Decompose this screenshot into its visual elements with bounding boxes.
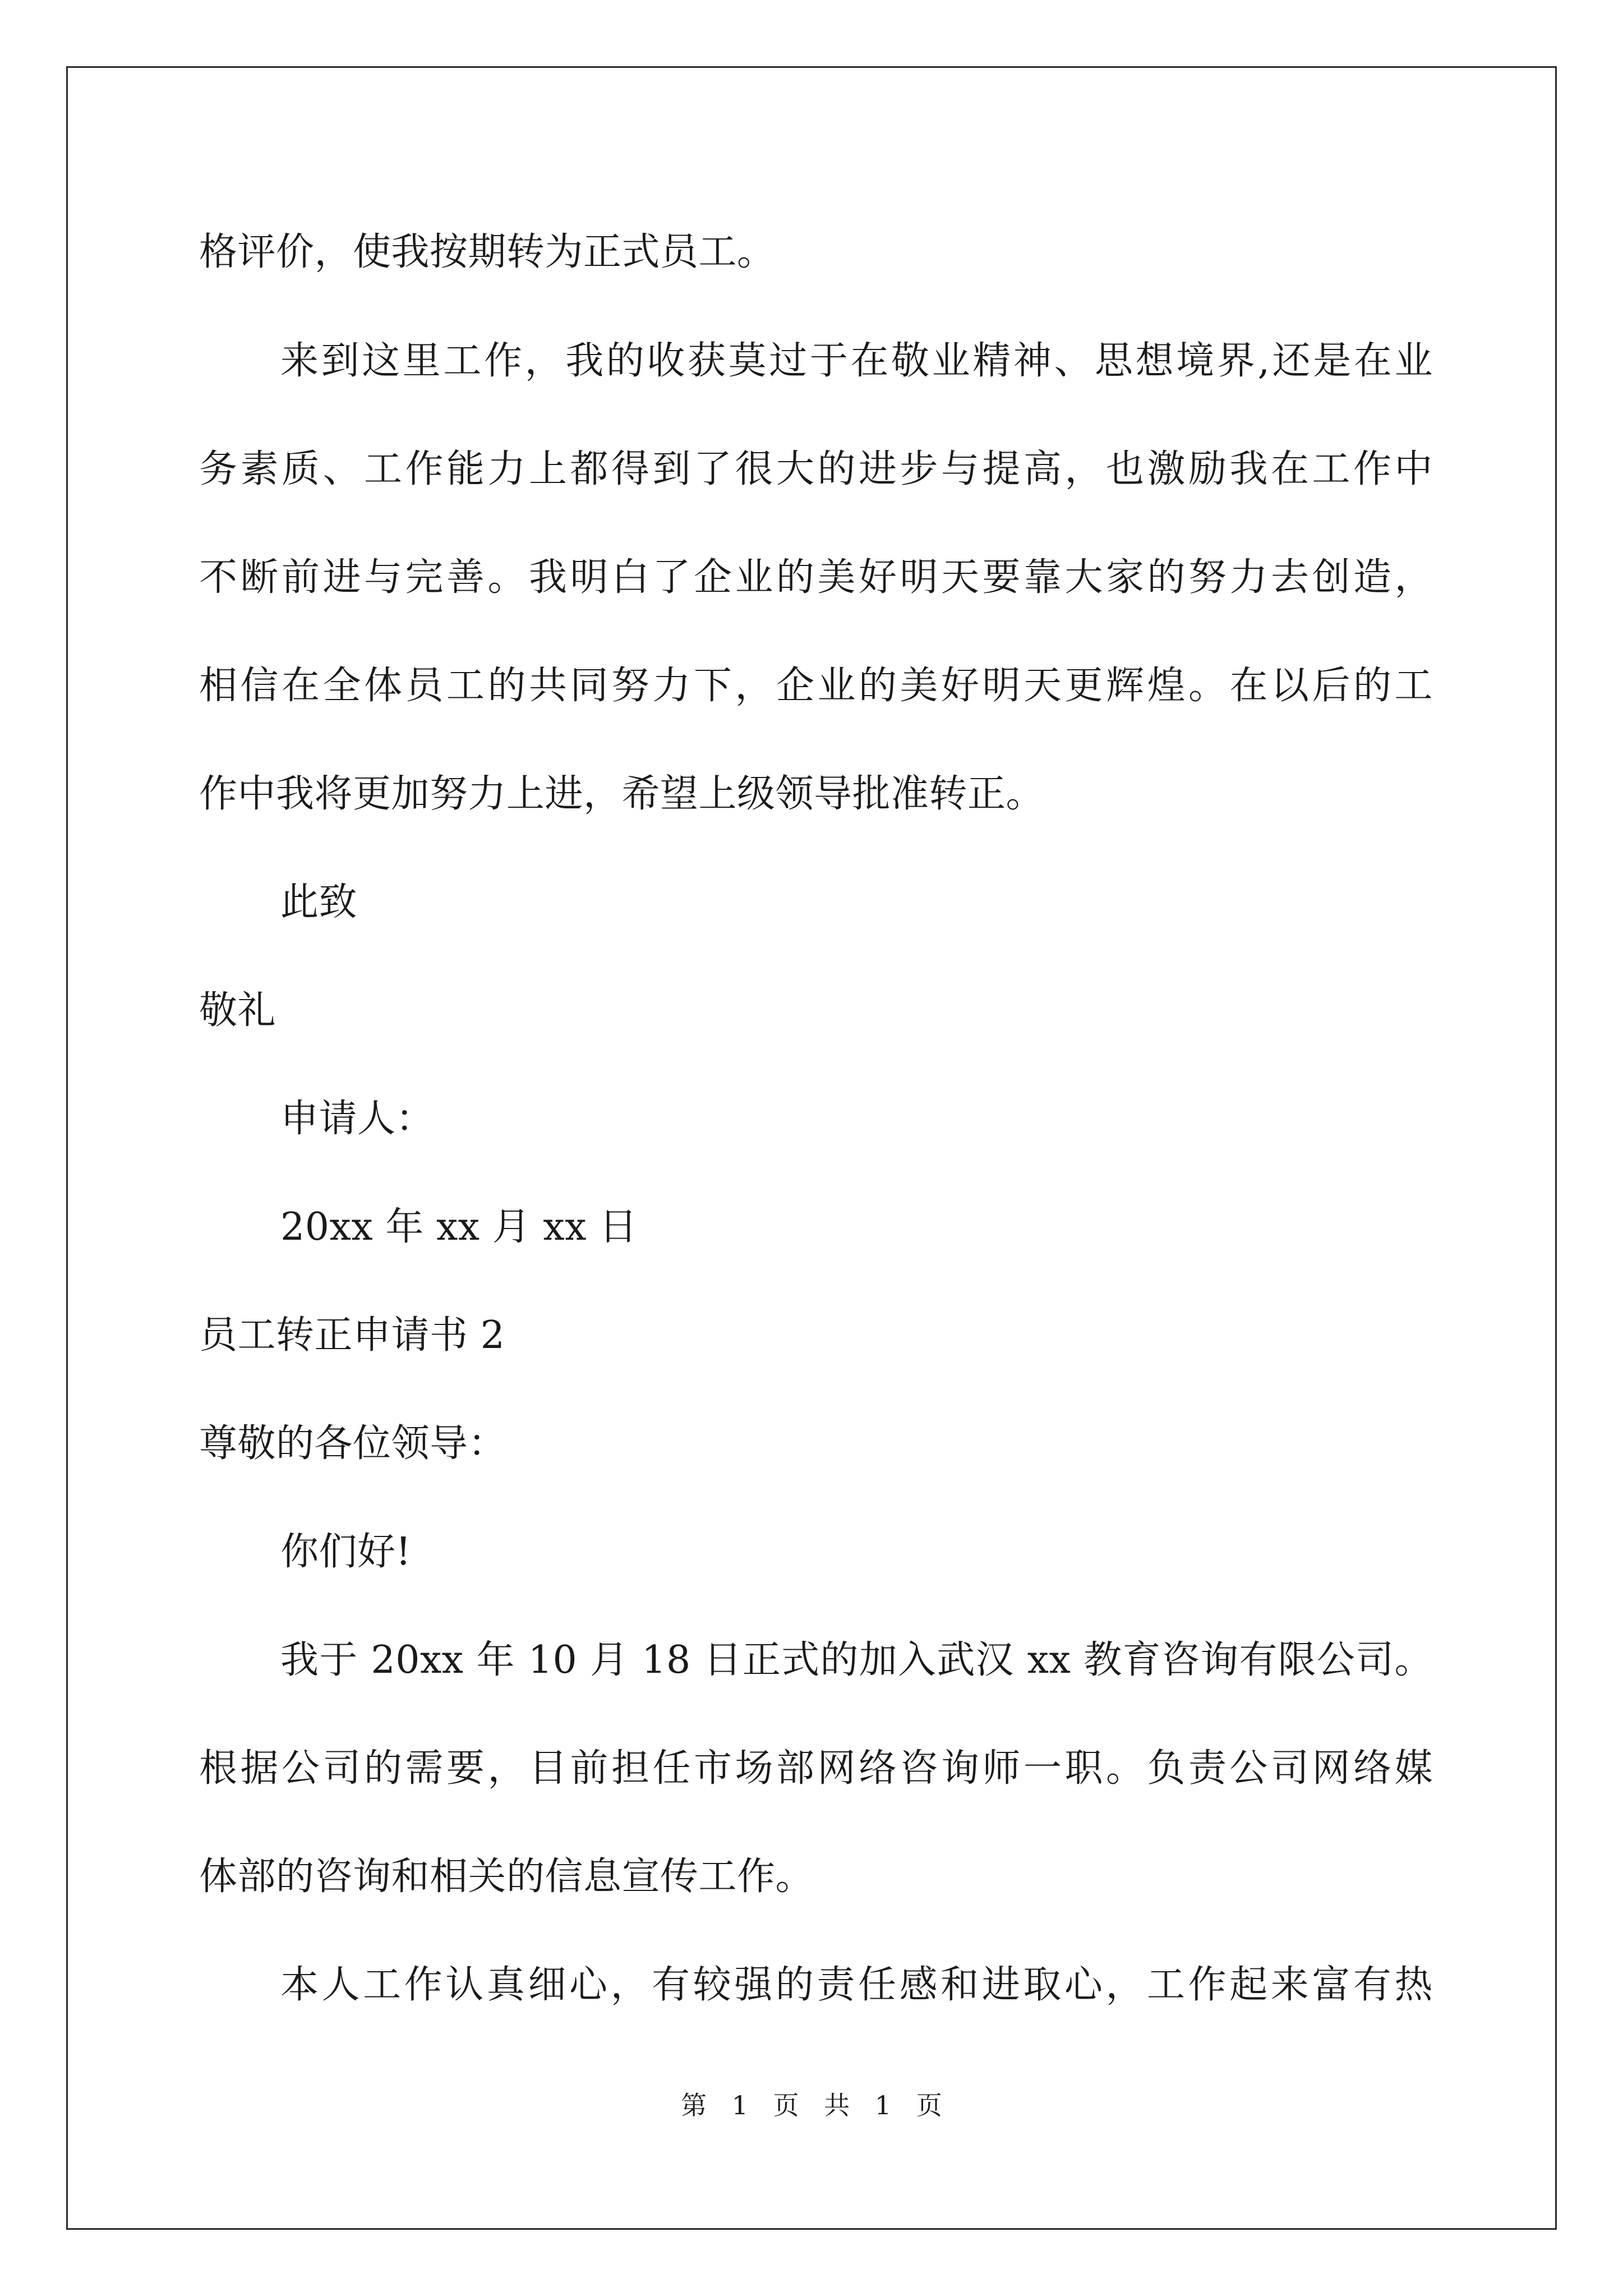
closing-regards: 敬礼 — [199, 988, 276, 1033]
greeting-hello: 你们好! — [280, 1530, 412, 1574]
paragraph-line: 本人工作认真细心，有较强的责任感和进取心，工作起来富有热 — [280, 1963, 1433, 2007]
section-title: 员工转正申请书 2 — [199, 1313, 505, 1358]
closing-salutation: 此致 — [280, 880, 358, 924]
paragraph-line: 不断前进与完善。我明白了企业的美好明天要靠大家的努力去创造， — [199, 555, 1433, 600]
paragraph-line: 来到这里工作，我的收获莫过于在敬业精神、思想境界,还是在业 — [280, 339, 1433, 383]
page-border — [66, 66, 1557, 2230]
greeting: 尊敬的各位领导： — [199, 1421, 507, 1466]
paragraph-line: 格评价，使我按期转为正式员工。 — [199, 230, 776, 274]
page-footer: 第 1 页 共 1 页 — [681, 2090, 942, 2120]
paragraph-line: 务素质、工作能力上都得到了很大的进步与提高，也激励我在工作中 — [199, 447, 1433, 491]
paragraph-line: 我于 20xx 年 10 月 18 日正式的加入武汉 xx 教育咨询有限公司。 — [280, 1638, 1433, 1682]
paragraph-line: 相信在全体员工的共同努力下，企业的美好明天更辉煌。在以后的工 — [199, 664, 1433, 708]
date-line: 20xx 年 xx 月 xx 日 — [280, 1205, 638, 1249]
paragraph-line: 根据公司的需要，目前担任市场部网络咨询师一职。负责公司网络媒 — [199, 1746, 1433, 1791]
paragraph-line: 体部的咨询和相关的信息宣传工作。 — [199, 1855, 814, 1899]
paragraph-line: 作中我将更加努力上进，希望上级领导批准转正。 — [199, 772, 1045, 816]
applicant-label: 申请人： — [280, 1097, 435, 1141]
